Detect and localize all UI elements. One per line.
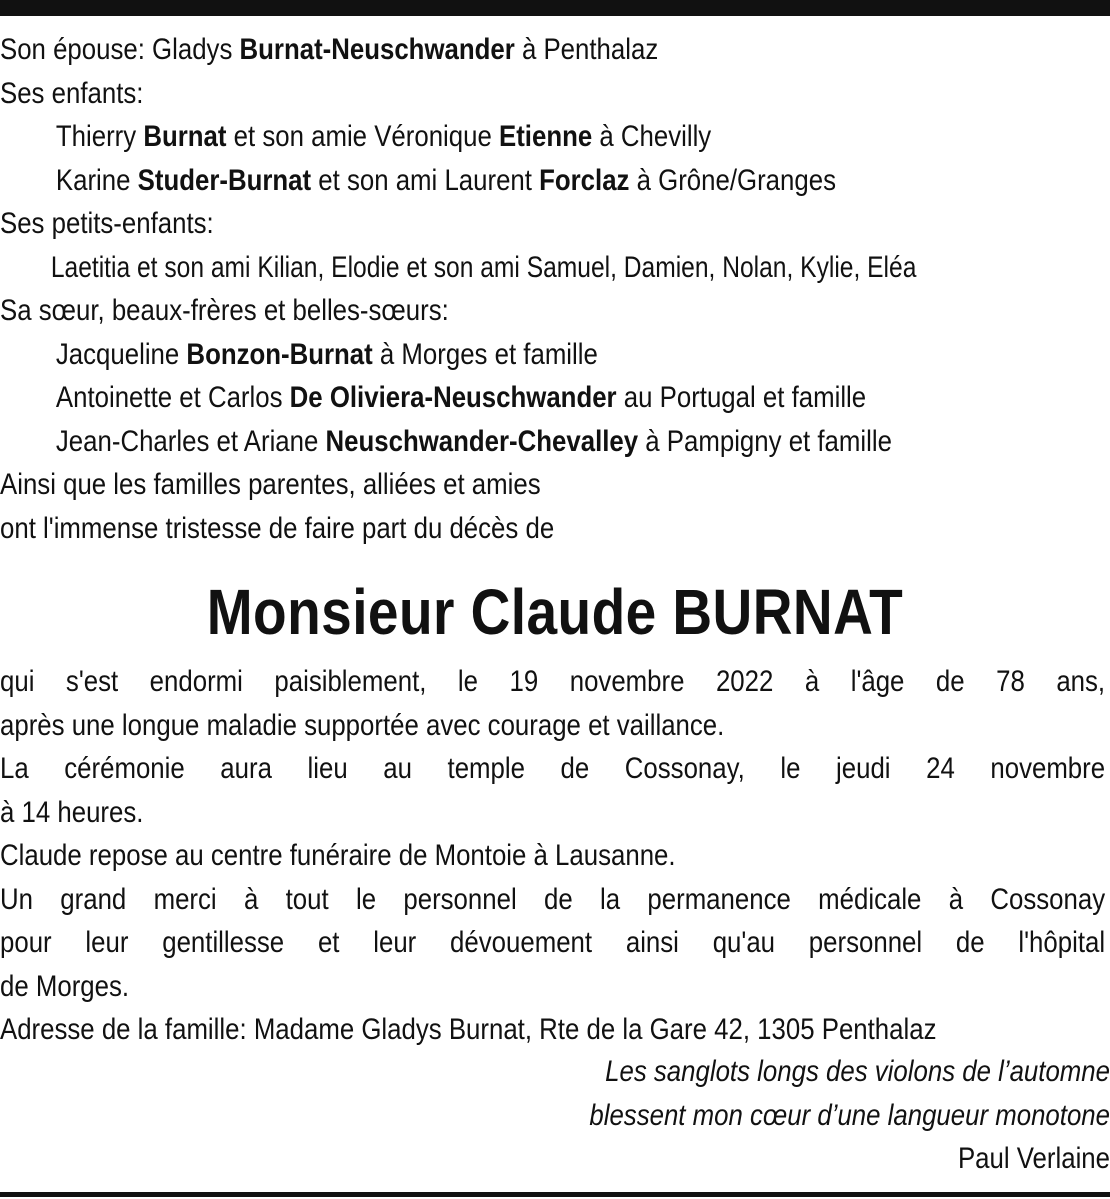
child-location: à Chevilly [592,120,712,153]
obituary-body [0,28,1110,1052]
child-firstname: Thierry [55,120,144,153]
sibling-line [0,420,1110,464]
body-line: après une longue maladie supportée avec courage et vaillance. [0,708,725,742]
spouse-line [0,28,1107,72]
sibling-firstname: Jacqueline [55,337,187,371]
quote-line: blessent mon cœur d’une langueur monotone [589,1098,1110,1132]
thanks-line: Un grand merci à tout le personnel de la permanence médicale à Cossonay [0,882,1106,916]
sibling-location: à Pampigny et famille [638,424,892,458]
top-border-rule [0,0,1110,16]
sibling-firstname: Antoinette et Carlos [55,381,290,414]
announce-line: ont l'immense tristesse de faire part du décès de [0,511,555,545]
siblings-heading: Sa sœur, beaux-frères et belles-sœurs: [0,294,449,327]
children-heading: Ses enfants: [0,76,144,110]
deceased-name: Monsieur Claude BURNAT [206,576,904,648]
child-partner-text: et son amie Véronique [226,120,500,153]
child-line [0,159,1110,203]
bottom-border-rule [0,1192,1110,1197]
sibling-location: à Morges et famille [372,337,598,371]
sibling-surname: De Oliviera-Neuschwander [289,381,617,414]
families-line: Ainsi que les familles parentes, alliées et amies [0,468,541,501]
child-surname: Burnat [143,120,227,153]
repose-line: Claude repose au centre funéraire de Montoie à Lausanne. [0,839,676,872]
child-surname: Studer-Burnat [137,163,312,197]
child-location: à Grône/Granges [629,163,836,197]
child-line [0,115,1110,159]
thanks-line: de Morges. [0,969,130,1003]
sibling-line [0,376,1110,420]
quote-author: Paul Verlaine [957,1142,1110,1175]
spouse-prefix: Son épouse: Gladys [0,33,240,66]
sibling-firstname: Jean-Charles et Ariane [55,424,326,458]
ceremony-time-line: à 14 heures. [0,795,144,829]
child-partner-surname: Forclaz [539,163,630,197]
sibling-line [0,333,1110,377]
verlaine-quote [0,1050,1110,1181]
child-partner-text: et son ami Laurent [311,163,540,197]
family-address-line: Adresse de la famille: Madame Gladys Burnat, Rte de la Gare 42, 1305 Penthalaz [0,1013,937,1046]
thanks-line: pour leur gentillesse et leur dévouement ainsi qu'au personnel de l'hôpital [0,926,1106,959]
grandchildren-heading: Ses petits-enfants: [0,207,214,240]
spouse-suffix: à Penthalaz [514,33,659,66]
child-partner-surname: Etienne [499,120,593,153]
spouse-surname: Burnat-Neuschwander [239,33,515,66]
child-firstname: Karine [55,163,138,197]
sibling-surname: Neuschwander-Chevalley [325,424,639,458]
sibling-surname: Bonzon-Burnat [186,337,373,371]
quote-line: Les sanglots longs des violons de l’automne [605,1055,1110,1088]
sibling-location: au Portugal et famille [616,381,867,414]
grandchildren-list: Laetitia et son ami Kilian, Elodie et son ami Samuel, Damien, Nolan, Kylie, Eléa [50,250,917,284]
ceremony-line: La cérémonie aura lieu au temple de Cossonay, le jeudi 24 novembre [0,752,1106,785]
body-line: qui s'est endormi paisiblement, le 19 novembre 2022 à l'âge de 78 ans, [0,665,1106,698]
